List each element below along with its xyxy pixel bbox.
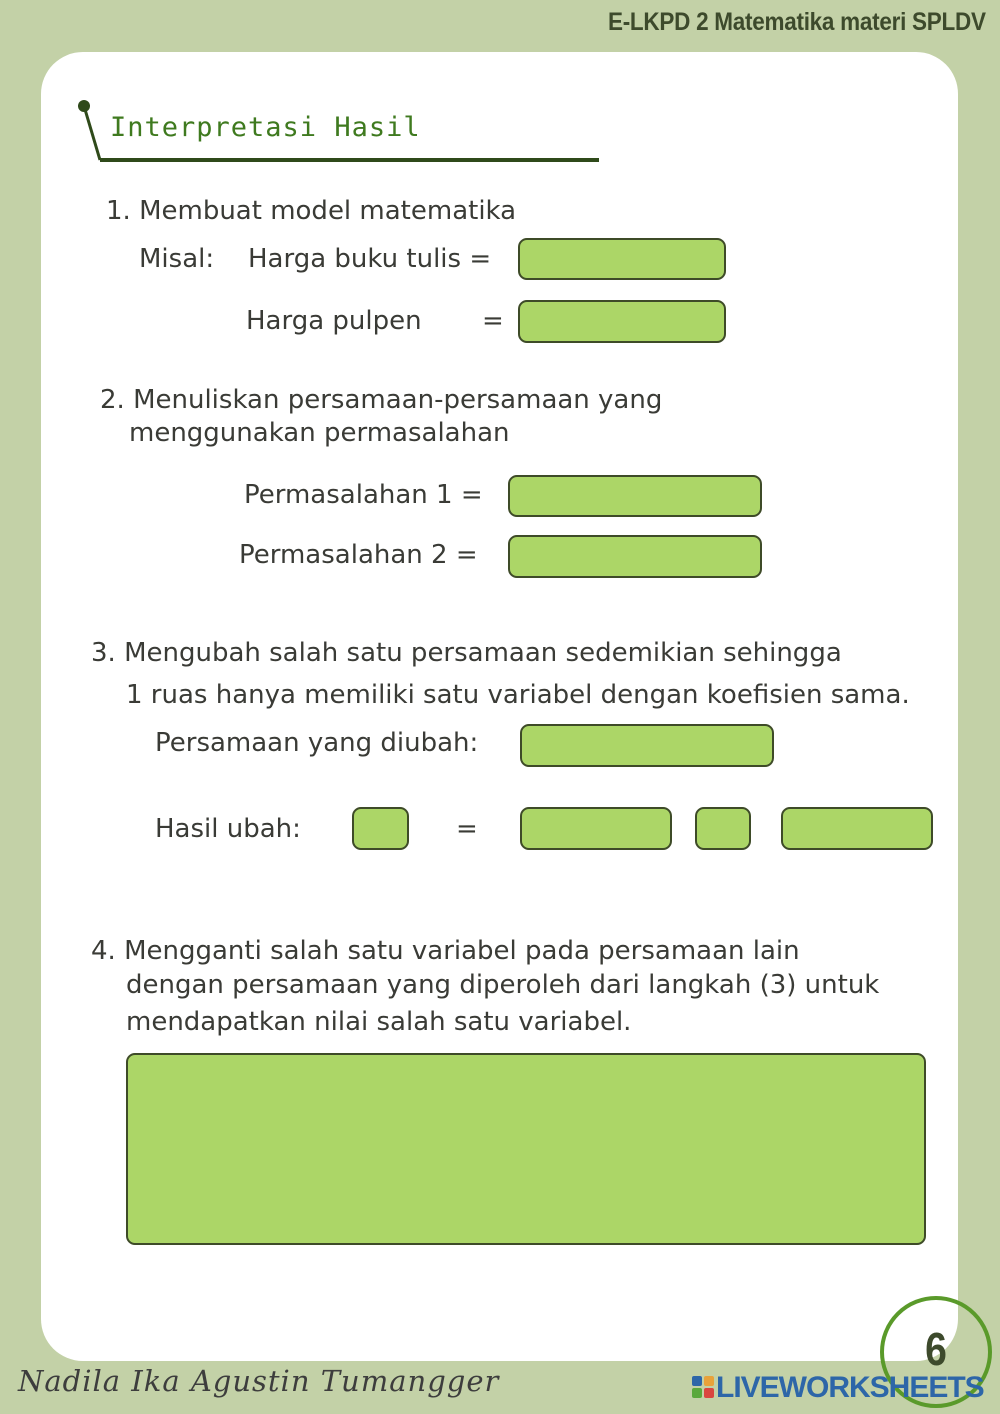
step3-heading-line1: 3. Mengubah salah satu persamaan sedemikian sehingga [91,638,842,668]
step4-heading-line3: mendapatkan nilai salah satu variabel. [126,1007,632,1037]
buku-tulis-input[interactable] [518,238,726,280]
header-title: E-LKPD 2 Matematika materi SPLDV [608,8,986,36]
permasalahan1-input[interactable] [508,475,762,517]
step4-heading-line2: dengan persamaan yang diperoleh dari langkah (3) untuk [126,970,880,1000]
step4-answer-area[interactable] [126,1053,926,1245]
hasil-ubah-operator-input[interactable] [695,807,751,850]
misal-label: Misal: [139,244,215,274]
liveworksheets-brand[interactable]: LIVEWORKSHEETS [716,1371,984,1404]
hasil-ubah-label: Hasil ubah: [155,814,301,844]
hasil-ubah-term2-input[interactable] [781,807,933,850]
persamaan-diubah-input[interactable] [520,724,774,767]
author-signature: Nadila Ika Agustin Tumangger [18,1364,500,1398]
step2-heading-line1: 2. Menuliskan persamaan-persamaan yang [100,385,663,415]
page-number: 6 [925,1323,947,1375]
pulpen-equals: = [482,306,504,336]
step1-heading: 1. Membuat model matematika [106,196,517,226]
persamaan-diubah-label: Persamaan yang diubah: [155,728,479,758]
hasil-ubah-variable-input[interactable] [352,807,409,850]
permasalahan2-input[interactable] [508,535,762,578]
permasalahan1-label: Permasalahan 1 = [244,480,483,510]
hasil-ubah-equals: = [456,814,478,844]
liveworksheets-logo-icon [692,1376,714,1398]
step3-heading-line2: 1 ruas hanya memiliki satu variabel dengan koefisien sama. [126,680,910,710]
pulpen-input[interactable] [518,300,726,343]
step2-heading-line2: menggunakan permasalahan [129,418,510,448]
pulpen-label: Harga pulpen [246,306,422,336]
step4-heading-line1: 4. Mengganti salah satu variabel pada persamaan lain [91,936,800,966]
hasil-ubah-term1-input[interactable] [520,807,672,850]
buku-tulis-label: Harga buku tulis = [248,244,492,274]
section-title: Interpretasi Hasil [110,112,421,143]
permasalahan2-label: Permasalahan 2 = [239,540,478,570]
